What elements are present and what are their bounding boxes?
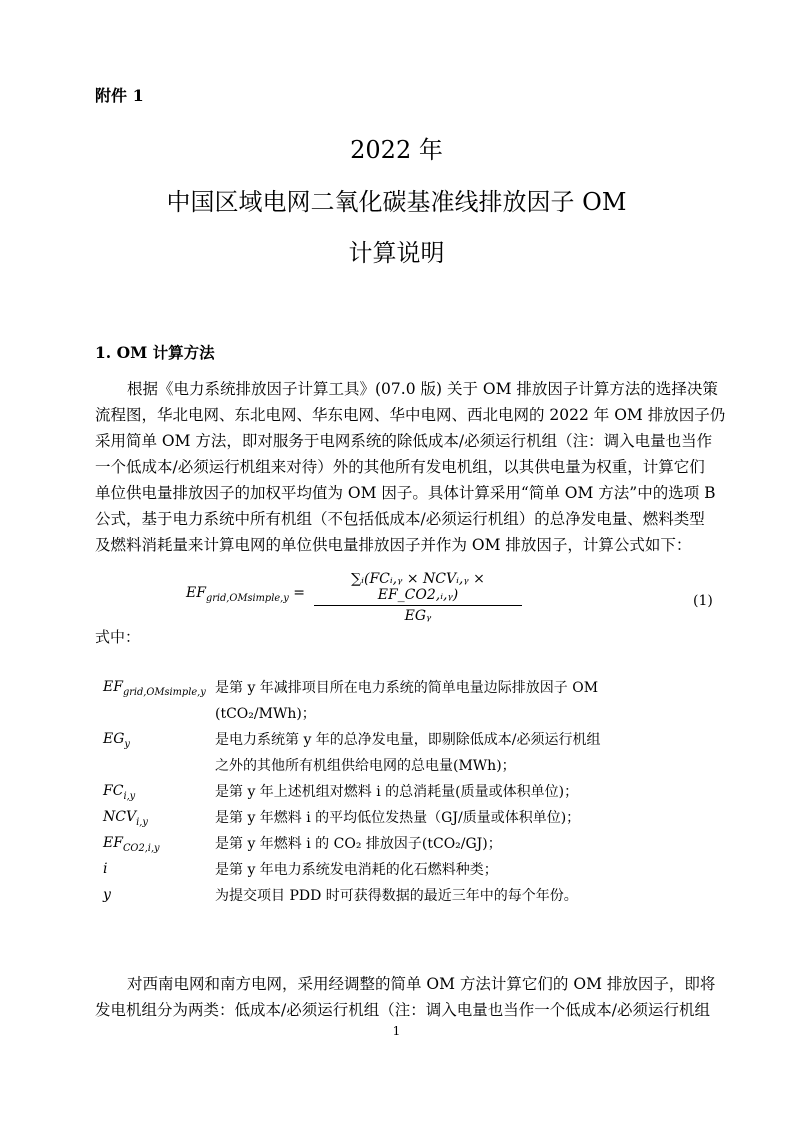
definition-symbol: $EF_{grid,OMsimple,y}$ (103, 679, 206, 698)
definition-symbol: $FC_{i,y}$ (103, 783, 136, 802)
formula-numerator: ∑ᵢ(FCᵢ,ᵧ × NCVᵢ,ᵧ × EF_CO2,ᵢ,ᵧ) (314, 571, 522, 606)
definition-text: 是第 y 年电力系统发电消耗的化石燃料种类； (215, 862, 498, 878)
paragraph-line: 一个低成本/必须运行机组来对待）外的其他所有发电机组，以其供电量为权重，计算它们 (95, 458, 705, 476)
definition-text: 是第 y 年燃料 i 的 CO₂ 排放因子(tCO₂/GJ)； (215, 836, 502, 852)
title-main: 中国区域电网二氧化碳基准线排放因子 OM (166, 188, 627, 216)
paragraph-line: 及燃料消耗量来计算电网的单位供电量排放因子并作为 OM 排放因子，计算公式如下： (95, 536, 692, 554)
title-sub: 计算说明 (348, 239, 445, 267)
definition-symbol: $EF_{CO2,i,y}$ (103, 835, 160, 854)
paragraph-line: 对西南电网和南方电网，采用经调整的简单 OM 方法计算它们的 OM 排放因子，即将 (127, 975, 716, 993)
definition-symbol: $NCV_{i,y}$ (103, 809, 148, 828)
paragraph-line: 采用简单 OM 方法，即对服务于电网系统的除低成本/必须运行机组（注：调入电量也当作 (95, 432, 713, 450)
annex-label: 附件 1 (95, 86, 144, 105)
definition-symbol: i (103, 861, 108, 877)
section-heading: 1. OM 计算方法 (95, 343, 215, 362)
paragraph-line: 根据《电力系统排放因子计算工具》(07.0 版) 关于 OM 排放因子计算方法的选择决策 (127, 380, 718, 398)
page-number: 1 (392, 1024, 401, 1038)
definition-text: 是第 y 年燃料 i 的平均低位发热量（GJ/质量或体积单位)； (215, 810, 581, 826)
definition-text: 是第 y 年减排项目所在电力系统的简单电量边际排放因子 OM (215, 680, 599, 696)
definition-text: 为提交项目 PDD 时可获得数据的最近三年中的每个年份。 (215, 888, 578, 904)
paragraph-line: 公式，基于电力系统中所有机组（不包括低成本/必须运行机组）的总净发电量、燃料类型 (95, 510, 705, 528)
definition-text: 是电力系统第 y 年的总净发电量，即剔除低成本/必须运行机组 (215, 732, 601, 748)
equation-number: (1) (693, 593, 713, 609)
definition-text: 之外的其他所有机组供给电网的总电量(MWh)； (215, 758, 516, 774)
definition-symbol: $EG_y$ (103, 731, 130, 750)
paragraph-line: 流程图，华北电网、东北电网、华东电网、华中电网、西北电网的 2022 年 OM 排放因子仍 (95, 406, 726, 424)
where-label: 式中： (95, 628, 141, 646)
formula-lhs: $EF_{grid,OMsimple,y}$ = (186, 585, 305, 604)
paragraph-line: 单位供电量排放因子的加权平均值为 OM 因子。具体计算采用“简单 OM 方法”中的选项 B (95, 484, 716, 502)
paragraph-line: 发电机组分为两类：低成本/必须运行机组（注：调入电量也当作一个低成本/必须运行机组 (95, 1001, 710, 1019)
formula-fraction (314, 571, 522, 624)
definition-symbol: y (103, 887, 111, 903)
title-year: 2022 年 (350, 136, 443, 164)
formula-denominator: EGᵧ (404, 608, 432, 624)
definition-text: 是第 y 年上述机组对燃料 i 的总消耗量(质量或体积单位)； (215, 784, 579, 800)
definition-text: (tCO₂/MWh)； (215, 706, 316, 722)
